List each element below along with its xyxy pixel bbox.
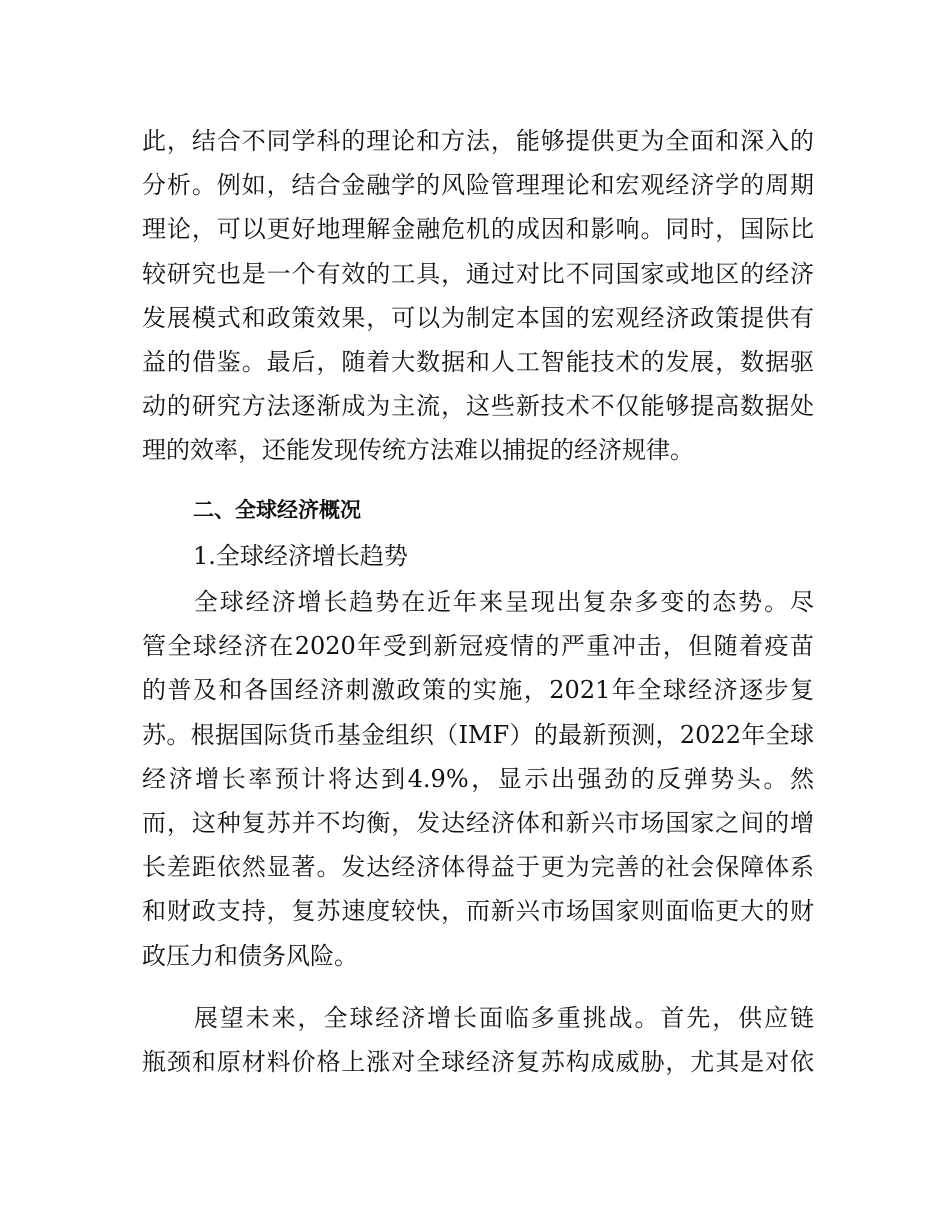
paragraph-line: 动的研究方法逐渐成为主流，这些新技术不仅能够提高数据处 <box>142 392 814 421</box>
paragraph-line: 理的效率，还能发现传统方法难以捕捉的经济规律。 <box>142 436 694 465</box>
subsection-heading: 1.全球经济增长趋势 <box>193 542 408 570</box>
paragraph-line: 瓶颈和原材料价格上涨对全球经济复苏构成威胁，尤其是对依 <box>142 1048 814 1077</box>
paragraph-methods <box>142 119 814 473</box>
paragraph-outlook <box>142 996 814 1084</box>
paragraph-line: 经济增长率预计将达到4.9%，显示出强劲的反弹势头。然 <box>142 764 814 793</box>
paragraph-growth-trend <box>142 580 814 978</box>
paragraph-line: 发展模式和政策效果，可以为制定本国的宏观经济政策提供有 <box>142 303 814 332</box>
paragraph-line: 政压力和债务风险。 <box>142 941 358 970</box>
paragraph-line: 此，结合不同学科的理论和方法，能够提供更为全面和深入的 <box>142 127 814 155</box>
paragraph-line: 管全球经济在2020年受到新冠疫情的严重冲击，但随着疫苗 <box>142 632 814 661</box>
paragraph-line: 益的借鉴。最后，随着大数据和人工智能技术的发展，数据驱 <box>142 347 814 376</box>
paragraph-line: 而，这种复苏并不均衡，发达经济体和新兴市场国家之间的增 <box>142 808 814 837</box>
paragraph-line: 分析。例如，结合金融学的风险管理理论和宏观经济学的周期 <box>142 171 814 200</box>
paragraph-line: 长差距依然显著。发达经济体得益于更为完善的社会保障体系 <box>142 853 814 882</box>
paragraph-line: 的普及和各国经济刺激政策的实施，2021年全球经济逐步复 <box>142 676 814 705</box>
paragraph-line: 全球经济增长趋势在近年来呈现出复杂多变的态势。尽 <box>142 588 814 616</box>
paragraph-line: 苏。根据国际货币基金组织（IMF）的最新预测，2022年全球 <box>142 720 814 749</box>
paragraph-line: 较研究也是一个有效的工具，通过对比不同国家或地区的经济 <box>142 259 814 288</box>
paragraph-line: 和财政支持，复苏速度较快，而新兴市场国家则面临更大的财 <box>142 897 814 926</box>
paragraph-line: 理论，可以更好地理解金融危机的成因和影响。同时，国际比 <box>142 215 814 244</box>
paragraph-line: 展望未来，全球经济增长面临多重挑战。首先，供应链 <box>142 1004 814 1032</box>
section-heading: 二、全球经济概况 <box>193 498 361 522</box>
